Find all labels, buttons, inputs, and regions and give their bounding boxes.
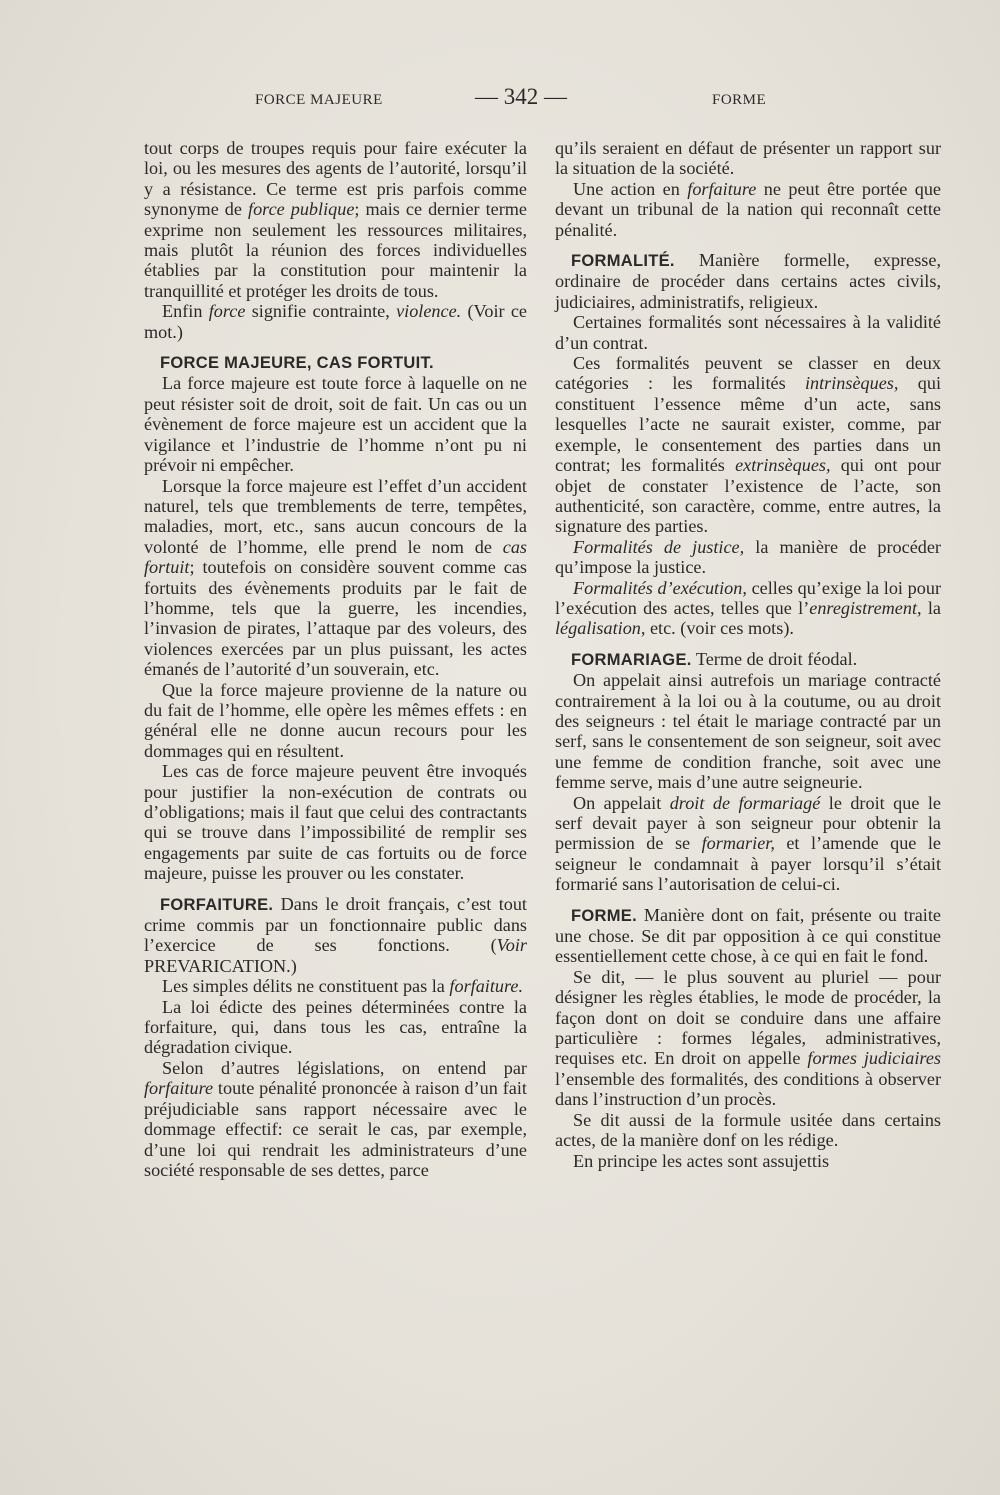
paragraph: Une action en forfaiture ne peut être portée que devant un tribunal de la nation qui reconnaît cette pénalité. [555, 178, 942, 240]
entry-forme: FORME. Manière dont on fait, présente ou traite une chose. Se dit par opposition à ce qui constitue essentiellement cette chose, à ce qui en fait le fond. [555, 904, 941, 967]
paragraph: Ces formalités peuvent se classer en deux catégories : les formalités intrinsèques, qui constituent l’essence même d’un acte, sans lesquelles l’acte ne saurait exister, comme, par exemple, le consentement des parties dans un contrat; les formalités extrinsèques, qui ont pour objet de constater l’existence de l’acte, son authenticité, son caractère, comme, entre autres, la signature des parties. [555, 353, 941, 537]
paragraph: qu’ils seraient en défaut de présenter un rapport sur la situation de la société. [555, 138, 941, 179]
left-column [144, 138, 527, 1180]
paragraph: tout corps de troupes requis pour faire exécuter la loi, ou les mesures des agents de l’autorité, lorsqu’il y a résistance. Ce terme est pris parfois comme synonyme de force publique; mais ce dernier terme exprime non seulement les ressources militaires, mais plutôt la réunion des forces individuelles établies par la constitution pour maintenir la tranquillité et protéger les droits de tous. [144, 138, 528, 301]
entry-heading: FORMARIAGE. [571, 650, 692, 669]
running-head-left: FORCE MAJEURE [255, 92, 383, 108]
paragraph: Formalités de justice, la manière de procéder qu’impose la justice. [555, 536, 941, 578]
running-head-right: FORME [712, 92, 767, 108]
page-header [140, 86, 860, 116]
entry-heading: FORFAITURE. [160, 895, 274, 914]
paragraph: On appelait droit de formariagé le droit que le serf devait payer à son seigneur pour obtenir la permission de se formarier, et l’amende que le seigneur le condamnait à payer lorsqu’il s’était formarié sans l’autorisation de celui-ci. [555, 792, 941, 895]
right-column [555, 138, 941, 1171]
paragraph: Que la force majeure provienne de la nature ou du fait de l’homme, elle opère les mêmes effets : en général elle ne donne aucun recours pour les dommages qui en résultent. [144, 679, 527, 761]
paragraph: Les simples délits ne constituent pas la forfaiture. [162, 976, 524, 997]
entry-formariage: FORMARIAGE. Terme de droit féodal. [571, 648, 858, 669]
entry-heading: FORMALITÉ. [571, 252, 675, 271]
paragraph: La loi édicte des peines déterminées contre la forfaiture, qui, dans tous les cas, entraîne la dégradation civique. [144, 996, 527, 1058]
paragraph: On appelait ainsi autrefois un mariage contracté contrairement à la loi ou à la coutume, ou au droit des seigneurs : tel était le mariage contracté par un serf, sans le consentement de son seigneur, soit avec une femme de condition franche, soit avec une femme serve, mais d’une autre seigneurie. [555, 670, 941, 793]
paragraph: La force majeure est toute force à laquelle on ne peut résister soit de droit, soit de fait. Un cas ou un évènement de force majeure est un accident que la vigilance et l’industrie de l’homme n’ont pu ni prévoir ni empêcher. [144, 373, 527, 476]
paragraph: Lorsque la force majeure est l’effet d’un accident naturel, tels que tremblements de terre, tempêtes, maladies, mort, etc., sans aucun concours de la volonté de l’homme, elle prend le nom de cas fortuit; toutefois on considère souvent comme cas fortuits des évènements produits par le fait de l’homme, tels que la guerre, les incendies, l’invasion de pirates, l’attaque par des voleurs, des violences exercées par un plus puissant, les actes émanés de l’autorité d’un souverain, etc. [144, 475, 527, 680]
entry-formalite: FORMALITÉ. Manière formelle, expresse, ordinaire de procéder dans certains actes civils, judiciaires, administratifs, religieux. [555, 250, 941, 312]
paragraph: Enfin force signifie contrainte, violence. (Voir ce mot.) [144, 301, 527, 342]
entry-heading: FORCE MAJEURE, CAS FORTUIT. [160, 354, 434, 373]
paragraph: Selon d’autres législations, on entend par forfaiture toute pénalité prononcée à raison d’un fait préjudiciable sans rapport nécessaire avec le dommage effectif: ce serait le cas, par exemple, d’une loi qui rendrait les administrateurs d’une société responsable de ses dettes, parce [144, 1057, 527, 1180]
page-number: — 342 — [475, 84, 567, 109]
paragraph: Se dit aussi de la formule usitée dans certains actes, de la manière donf on les rédige. [555, 1109, 941, 1151]
paragraph: Se dit, — le plus souvent au pluriel — pour désigner les règles établies, le mode de procéder, la façon dont on doit se conduire dans une affaire particulière : formes légales, administratives, requises etc. En droit on appelle formes judiciaires l’ensemble des formalités, des conditions à observer dans l’instruction d’un procès. [555, 966, 941, 1110]
paragraph: Certaines formalités sont nécessaires à la validité d’un contrat. [555, 312, 941, 353]
entry-heading: FORME. [571, 906, 637, 925]
paragraph: Formalités d’exécution, celles qu’exige la loi pour l’exécution des actes, telles que l’enregistrement, la légalisation, etc. (voir ces mots). [555, 577, 941, 639]
paragraph: Les cas de force majeure peuvent être invoqués pour justifier la non-exécution de contrats ou d’obligations; mais il faut que celui des contractants qui se trouve dans l’impossibilité de remplir ses engagements par suite de cas fortuits ou de force majeure, puisse les prouver ou les constater. [144, 761, 527, 884]
entry-forfaiture: FORFAITURE. Dans le droit français, c’est tout crime commis par un fonctionnaire public dans l’exercice de ses fonctions. (Voir PREVARICATION.) [144, 893, 527, 976]
paragraph: En principe les actes sont assujettis [573, 1150, 830, 1171]
